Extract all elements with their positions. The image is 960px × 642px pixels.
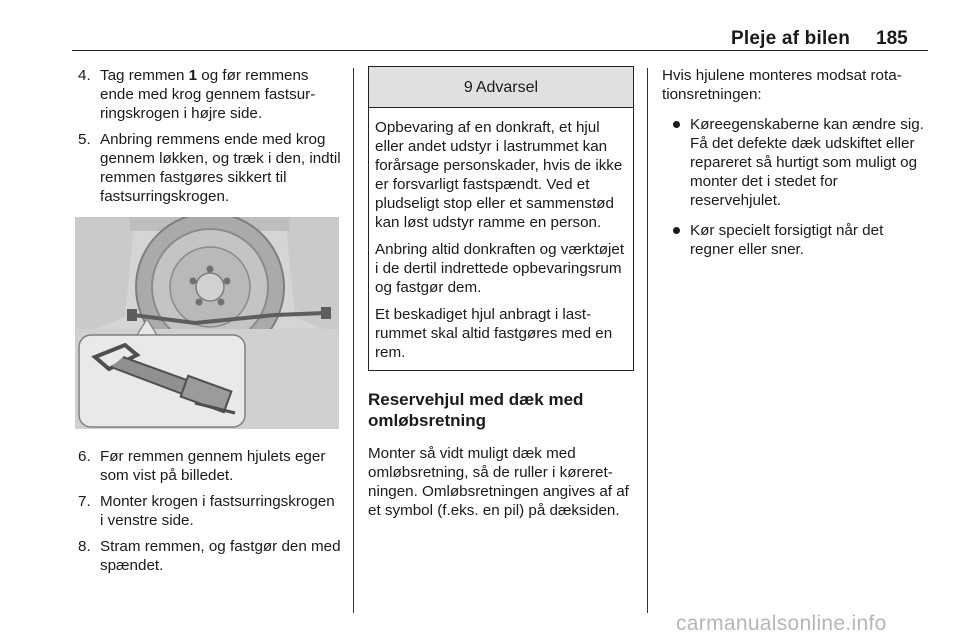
step-6 — [78, 447, 342, 485]
middle-column — [368, 66, 634, 520]
section-paragraph: Monter så vidt muligt dæk med omløbsretning, så de ruller i køreretningen. Omløbsretningen angives af af et symbol (f.eks. en pil) på dæksiden. — [368, 445, 629, 519]
warning-paragraph: Et beskadiget hjul anbragt i lastrummet skal altid fastgøres med en rem. — [375, 306, 613, 361]
step-number: 4. — [78, 67, 91, 84]
bullet-text: Køreegenskaberne kan ændre sig. Få det defekte dæk udskiftet eller repareret så hurtigt som muligt og monter det i stedet for reservehjulet. — [690, 116, 924, 209]
column-divider-left — [353, 68, 354, 613]
step-number: 7. — [78, 493, 91, 510]
step-text: Monter krogen i fastsurringskrogen i venstre side. — [100, 493, 335, 529]
warning-body — [369, 108, 633, 370]
column-divider-right — [647, 68, 648, 613]
warning-title: Advarsel — [475, 78, 539, 96]
header-rule — [72, 50, 928, 51]
bullet-icon — [673, 121, 680, 128]
bullet-item — [662, 221, 930, 259]
spare-wheel-illustration — [75, 217, 339, 429]
warning-paragraph: Anbring altid donkraften og værktøjet i de dertil indrettede opbevaringsrum og fastgør dem. — [375, 241, 625, 296]
step-text: Stram remmen, og fastgør den med spændet. — [100, 538, 341, 574]
step-text: Anbring remmens ende med krog gennem løkken, og træk i den, indtil remmen fastgøres sikkert til fastsurringskrogen. — [100, 131, 341, 205]
warning-box — [368, 66, 634, 371]
step-7 — [78, 492, 342, 530]
bullet-item — [662, 115, 930, 210]
step-text-rest: og før remmens ende med krog gennem fastsurringskrogen i højre side. — [100, 67, 316, 122]
page-title: Pleje af bilen — [731, 28, 850, 49]
step-text: Før remmen gennem hjulets eger som vist på billedet. — [100, 448, 326, 484]
callout-number: 1 — [188, 67, 198, 84]
step-number: 6. — [78, 448, 91, 465]
bullet-text: Kør specielt forsigtigt når det regner eller sner. — [690, 222, 884, 258]
warning-header — [369, 67, 633, 108]
warning-paragraph: Opbevaring af en donkraft, et hjul eller andet udstyr i lastrummet kan forårsage personskader, hvis de ikke er forsvarligt fastspændt. Ved et pludseligt stop eller et sammenstød kan løst udstyr ramme en person. — [375, 119, 623, 231]
step-text-prefix: Tag remmen — [100, 67, 189, 84]
bullet-icon — [673, 227, 680, 234]
intro-paragraph: Hvis hjulene monteres modsat rotationsretningen: — [662, 67, 902, 103]
step-8 — [78, 537, 342, 575]
right-column — [662, 66, 930, 259]
step-5 — [78, 130, 342, 206]
step-number: 8. — [78, 538, 91, 555]
left-column — [78, 66, 342, 582]
step-number: 5. — [78, 131, 91, 148]
step-4 — [78, 66, 342, 123]
page-number: 185 — [876, 28, 908, 49]
warning-icon: 9 — [463, 78, 473, 96]
watermark: carmanualsonline.info — [676, 612, 887, 635]
section-heading: Reservehjul med dæk med omløbsretning — [368, 390, 584, 430]
